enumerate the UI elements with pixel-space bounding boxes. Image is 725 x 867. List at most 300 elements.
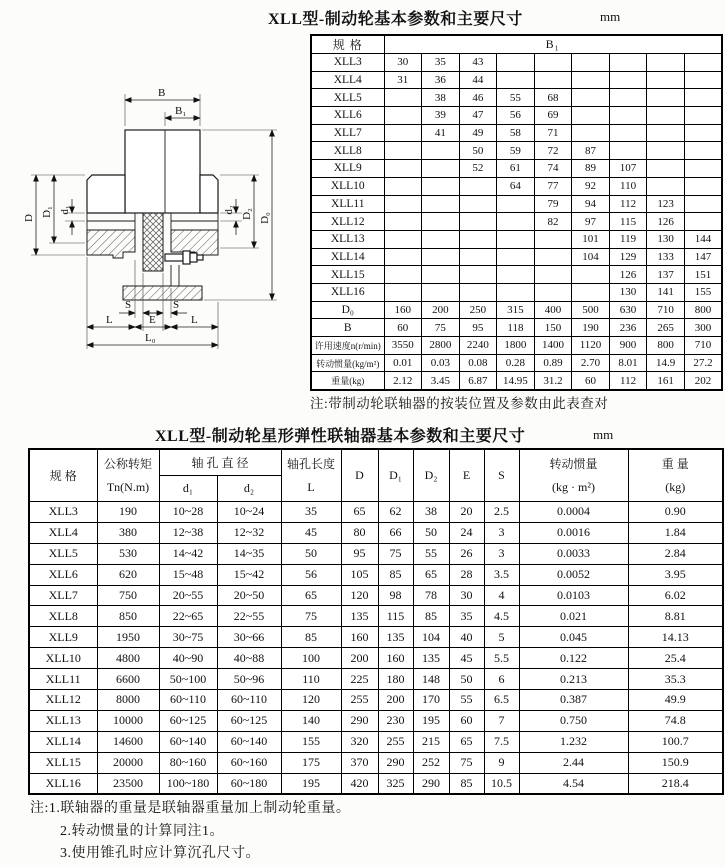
- dim-label-E: E: [149, 314, 156, 326]
- table-cell: 92: [572, 177, 610, 195]
- table-cell: [422, 266, 460, 284]
- table-cell: 620: [97, 564, 159, 585]
- table-cell: 710: [647, 301, 685, 319]
- table-cell: 800: [684, 301, 722, 319]
- table-cell: 4.54: [519, 773, 628, 794]
- table-cell: 59: [497, 142, 535, 160]
- table-cell: XLL11: [311, 195, 384, 213]
- table-cell: 320: [341, 731, 378, 752]
- table2-unit-label: mm: [593, 427, 614, 442]
- table-cell: 161: [647, 372, 685, 390]
- table-cell: 75: [449, 752, 484, 773]
- table-cell: XLL4: [311, 71, 384, 89]
- table-cell: 98: [378, 585, 413, 606]
- table-cell: 71: [534, 124, 572, 142]
- table-cell: XLL16: [29, 773, 97, 794]
- table-cell: [384, 248, 422, 266]
- table-cell: XLL7: [29, 585, 97, 606]
- table-cell: 50: [413, 522, 449, 543]
- table-cell: 250: [459, 301, 497, 319]
- table-cell: 230: [378, 710, 413, 731]
- table-row: [311, 195, 722, 213]
- table-cell: 255: [341, 690, 378, 711]
- table-cell: 255: [378, 731, 413, 752]
- table-cell: 转动惯量(kg/m²): [311, 354, 384, 372]
- table-row: [311, 71, 722, 89]
- table-cell: 35: [449, 606, 484, 627]
- table-cell: [497, 195, 535, 213]
- table-cell: 6600: [97, 669, 159, 690]
- table-cell: 0.03: [422, 354, 460, 372]
- table-cell: 14.9: [647, 354, 685, 372]
- table-cell: [422, 142, 460, 160]
- footnote-2: 2.转动惯量的计算同注1。: [60, 823, 224, 839]
- table-cell: 200: [422, 301, 460, 319]
- coupling-section-drawing: [15, 68, 300, 368]
- table-cell: [422, 160, 460, 178]
- table-cell: 15~42: [217, 564, 281, 585]
- table-cell: XLL14: [29, 731, 97, 752]
- table-cell: 60~110: [159, 690, 217, 711]
- bore-length-header: [281, 449, 341, 502]
- table-cell: 62: [378, 502, 413, 523]
- table-cell: [384, 160, 422, 178]
- d1-column-header: d₁: [159, 476, 217, 502]
- table-cell: 85: [378, 564, 413, 585]
- table-cell: [647, 124, 685, 142]
- weight-header-line2: (kg): [665, 479, 686, 494]
- table-cell: 40: [449, 627, 484, 648]
- table-cell: 104: [572, 248, 610, 266]
- table-cell: [684, 142, 722, 160]
- table-cell: 39: [422, 107, 460, 125]
- table-row: [29, 710, 723, 731]
- table-cell: 1.84: [628, 522, 723, 543]
- table-cell: 65: [341, 502, 378, 523]
- table-cell: 14.95: [497, 372, 535, 390]
- table-cell: 46: [459, 89, 497, 107]
- table-cell: 750: [97, 585, 159, 606]
- table-cell: 68: [534, 89, 572, 107]
- table-cell: [534, 248, 572, 266]
- table-cell: XLL16: [311, 283, 384, 301]
- table-row: [311, 230, 722, 248]
- table-cell: 10~28: [159, 502, 217, 523]
- table-cell: 14~35: [217, 543, 281, 564]
- table-cell: 7.5: [484, 731, 519, 752]
- table-cell: 60~180: [217, 773, 281, 794]
- table-cell: [422, 248, 460, 266]
- table-cell: 175: [281, 752, 341, 773]
- table-cell: 100~180: [159, 773, 217, 794]
- table-cell: 20: [449, 502, 484, 523]
- table-cell: [684, 71, 722, 89]
- footnote-3: 3.使用锥孔时应计算沉孔尺寸。: [60, 846, 260, 861]
- table-cell: 6.5: [484, 690, 519, 711]
- table-cell: [384, 142, 422, 160]
- table-cell: 0.213: [519, 669, 628, 690]
- table-cell: 14~42: [159, 543, 217, 564]
- table-cell: [534, 283, 572, 301]
- table-cell: 50~100: [159, 669, 217, 690]
- dim-label-L0: L₀: [145, 332, 156, 344]
- table-cell: 89: [572, 160, 610, 178]
- table-cell: 190: [97, 502, 159, 523]
- table-cell: 900: [609, 337, 647, 355]
- table-cell: 94: [572, 195, 610, 213]
- dim-label-D0: D₀: [259, 212, 271, 224]
- table-cell: 26: [449, 543, 484, 564]
- table-cell: 许用速度n(r/min): [311, 337, 384, 355]
- table-cell: 130: [609, 283, 647, 301]
- table-cell: [497, 248, 535, 266]
- table-cell: 50: [459, 142, 497, 160]
- table-cell: XLL13: [311, 230, 384, 248]
- table-cell: 56: [497, 107, 535, 125]
- table-cell: [384, 124, 422, 142]
- table-row: [29, 502, 723, 523]
- table-cell: 530: [97, 543, 159, 564]
- table-cell: [422, 230, 460, 248]
- table-cell: 20~50: [217, 585, 281, 606]
- table-cell: 20~55: [159, 585, 217, 606]
- table-cell: 31.2: [534, 372, 572, 390]
- table-cell: 20000: [97, 752, 159, 773]
- D-column-header: D: [341, 449, 378, 502]
- table-cell: 79: [534, 195, 572, 213]
- left-hub: [87, 175, 125, 213]
- table-cell: XLL5: [311, 89, 384, 107]
- table-cell: [684, 124, 722, 142]
- table-cell: [459, 266, 497, 284]
- table-cell: 150.9: [628, 752, 723, 773]
- table-cell: XLL9: [29, 627, 97, 648]
- table-row: [311, 301, 722, 319]
- table-cell: 3: [484, 543, 519, 564]
- table-row: [29, 669, 723, 690]
- table-cell: 12~38: [159, 522, 217, 543]
- table-cell: XLL6: [29, 564, 97, 585]
- table-cell: 225: [341, 669, 378, 690]
- table-cell: 0.021: [519, 606, 628, 627]
- table-cell: XLL11: [29, 669, 97, 690]
- table-cell: 4800: [97, 648, 159, 669]
- table-cell: [647, 177, 685, 195]
- table-cell: [572, 107, 610, 125]
- table-cell: 140: [281, 710, 341, 731]
- table-cell: 64: [497, 177, 535, 195]
- table-cell: 72: [534, 142, 572, 160]
- table-cell: 85: [413, 606, 449, 627]
- table-cell: 10000: [97, 710, 159, 731]
- table-cell: 7: [484, 710, 519, 731]
- table-cell: 300: [684, 319, 722, 337]
- table-cell: 6: [484, 669, 519, 690]
- table-cell: [459, 283, 497, 301]
- table-row: [29, 543, 723, 564]
- table-cell: 50: [449, 669, 484, 690]
- table-cell: 85: [281, 627, 341, 648]
- table-cell: 190: [572, 319, 610, 337]
- table-cell: 1800: [497, 337, 535, 355]
- table-cell: [647, 160, 685, 178]
- table-cell: 22~55: [217, 606, 281, 627]
- table-cell: 2800: [422, 337, 460, 355]
- table-cell: 141: [647, 283, 685, 301]
- table-cell: 2.5: [484, 502, 519, 523]
- table-cell: [422, 213, 460, 231]
- table-cell: 85: [449, 773, 484, 794]
- table1-title: XLL型-制动轮基本参数和主要尺寸: [268, 11, 523, 28]
- table-cell: [534, 54, 572, 72]
- table-cell: 115: [609, 213, 647, 231]
- footnotes: [30, 798, 350, 866]
- table-cell: 0.750: [519, 710, 628, 731]
- table-row: [29, 648, 723, 669]
- E-column-header: E: [449, 449, 484, 502]
- table-cell: 200: [341, 648, 378, 669]
- table-cell: 107: [609, 160, 647, 178]
- spec-column-header: 规 格: [29, 449, 97, 502]
- table-cell: 47: [459, 107, 497, 125]
- table-cell: 61: [497, 160, 535, 178]
- table-cell: 65: [449, 731, 484, 752]
- table-cell: 160: [341, 627, 378, 648]
- table-cell: 0.0004: [519, 502, 628, 523]
- coupling-parameter-table: [28, 448, 724, 795]
- bore-length-header-line1: 轴孔长度: [287, 456, 336, 471]
- table-cell: [459, 177, 497, 195]
- table-cell: 38: [413, 502, 449, 523]
- table-cell: 30~75: [159, 627, 217, 648]
- table-cell: 630: [609, 301, 647, 319]
- table-cell: XLL15: [29, 752, 97, 773]
- table-cell: 30: [449, 585, 484, 606]
- table-cell: 500: [572, 301, 610, 319]
- table-cell: [572, 283, 610, 301]
- table-cell: 10.5: [484, 773, 519, 794]
- table-cell: 41: [422, 124, 460, 142]
- table-cell: 0.387: [519, 690, 628, 711]
- table-cell: [459, 248, 497, 266]
- table-cell: 55: [449, 690, 484, 711]
- table-cell: 1950: [97, 627, 159, 648]
- table-cell: [384, 213, 422, 231]
- table-cell: 380: [97, 522, 159, 543]
- table-cell: [384, 107, 422, 125]
- table-cell: [534, 266, 572, 284]
- table-cell: XLL10: [311, 177, 384, 195]
- table-cell: [684, 89, 722, 107]
- table-cell: 4.5: [484, 606, 519, 627]
- table-cell: 66: [378, 522, 413, 543]
- table-row: [29, 752, 723, 773]
- table-cell: 5: [484, 627, 519, 648]
- inertia-column-header: [519, 449, 628, 502]
- table-cell: [609, 142, 647, 160]
- table-cell: XLL10: [29, 648, 97, 669]
- D1-column-header: D₁: [378, 449, 413, 502]
- table-cell: 218.4: [628, 773, 723, 794]
- table-cell: 10~24: [217, 502, 281, 523]
- table-cell: XLL7: [311, 124, 384, 142]
- table-cell: [497, 213, 535, 231]
- table-cell: 0.0052: [519, 564, 628, 585]
- table-row: [311, 337, 722, 355]
- torque-header-line2: Tn(N.m): [106, 479, 150, 494]
- table-cell: 133: [647, 248, 685, 266]
- table-cell: 2.12: [384, 372, 422, 390]
- b1-column-header: B₁: [384, 35, 722, 54]
- table-cell: 119: [609, 230, 647, 248]
- table-row: [311, 266, 722, 284]
- table-cell: 50: [281, 543, 341, 564]
- table-cell: D₀: [311, 301, 384, 319]
- table-cell: 24: [449, 522, 484, 543]
- table-cell: 重量(kg): [311, 372, 384, 390]
- table-cell: 60~110: [217, 690, 281, 711]
- right-hub-section: [171, 230, 218, 255]
- table-cell: 3.95: [628, 564, 723, 585]
- table-cell: [684, 177, 722, 195]
- table-cell: 0.28: [497, 354, 535, 372]
- table-cell: [459, 213, 497, 231]
- table-cell: 0.89: [534, 354, 572, 372]
- table-cell: [572, 89, 610, 107]
- table-cell: 45: [281, 522, 341, 543]
- table-row: [311, 124, 722, 142]
- table-cell: 82: [534, 213, 572, 231]
- table-cell: 0.0033: [519, 543, 628, 564]
- table-cell: [684, 195, 722, 213]
- weight-column-header: [628, 449, 723, 502]
- table-cell: 135: [378, 627, 413, 648]
- table-cell: XLL8: [29, 606, 97, 627]
- table-cell: [609, 89, 647, 107]
- elastic-element-section: [143, 213, 163, 271]
- table-cell: 120: [341, 585, 378, 606]
- table-cell: B: [311, 319, 384, 337]
- table-cell: 4: [484, 585, 519, 606]
- table-cell: [497, 71, 535, 89]
- dim-label-L-right: L: [191, 314, 198, 326]
- table-row: [29, 564, 723, 585]
- table-header-row: [311, 35, 722, 54]
- table-cell: 115: [378, 606, 413, 627]
- dim-label-B: B: [158, 87, 166, 99]
- table-cell: 87: [572, 142, 610, 160]
- table-cell: 112: [609, 195, 647, 213]
- table-cell: 120: [281, 690, 341, 711]
- table-row: [29, 773, 723, 794]
- table-cell: [497, 266, 535, 284]
- table-cell: [497, 54, 535, 72]
- table-cell: 35.3: [628, 669, 723, 690]
- table-cell: 130: [647, 230, 685, 248]
- table-cell: 155: [281, 731, 341, 752]
- footnote-1: 注:1.联轴器的重量是联轴器重量加上制动轮重量。: [30, 801, 351, 816]
- table-cell: XLL15: [311, 266, 384, 284]
- table-cell: [572, 266, 610, 284]
- table-row: [311, 142, 722, 160]
- table-cell: 215: [413, 731, 449, 752]
- table-row: [311, 177, 722, 195]
- table-cell: 65: [413, 564, 449, 585]
- table-cell: 195: [281, 773, 341, 794]
- table-cell: 135: [341, 606, 378, 627]
- table-cell: 126: [609, 266, 647, 284]
- table-cell: XLL8: [311, 142, 384, 160]
- table-cell: 147: [684, 248, 722, 266]
- table-cell: 58: [497, 124, 535, 142]
- table-cell: 3.5: [484, 564, 519, 585]
- table-cell: 36: [422, 71, 460, 89]
- table-cell: 49: [459, 124, 497, 142]
- dim-label-d1: d₁: [59, 205, 71, 215]
- table-cell: 110: [281, 669, 341, 690]
- table-cell: 0.08: [459, 354, 497, 372]
- table-row: [311, 372, 722, 390]
- table-cell: [609, 107, 647, 125]
- table-cell: 60: [384, 319, 422, 337]
- table-cell: [684, 54, 722, 72]
- table-cell: 126: [647, 213, 685, 231]
- table-cell: XLL3: [311, 54, 384, 72]
- table-cell: [497, 283, 535, 301]
- table-cell: 78: [413, 585, 449, 606]
- table-cell: [647, 71, 685, 89]
- table1-unit-label: mm: [600, 9, 621, 24]
- table-cell: 0.90: [628, 502, 723, 523]
- left-hub-section: [87, 230, 135, 258]
- table-row: [311, 160, 722, 178]
- dim-label-D: D: [23, 214, 35, 222]
- table-row: [29, 522, 723, 543]
- table-cell: XLL9: [311, 160, 384, 178]
- table-cell: 30~66: [217, 627, 281, 648]
- table-cell: [684, 107, 722, 125]
- bore-diameter-header: 轴 孔 直 径: [159, 449, 281, 476]
- table-cell: 8.01: [609, 354, 647, 372]
- table-cell: 31: [384, 71, 422, 89]
- table-cell: 5.5: [484, 648, 519, 669]
- table-row: [29, 690, 723, 711]
- table-cell: [384, 283, 422, 301]
- table-row: [311, 248, 722, 266]
- dim-label-S-right: S: [173, 299, 180, 311]
- table-cell: 55: [497, 89, 535, 107]
- table-cell: 0.122: [519, 648, 628, 669]
- table-cell: 23500: [97, 773, 159, 794]
- table-cell: 77: [534, 177, 572, 195]
- table-cell: 65: [281, 585, 341, 606]
- table-cell: 69: [534, 107, 572, 125]
- table-cell: 100.7: [628, 731, 723, 752]
- table-cell: 100: [281, 648, 341, 669]
- table-cell: 370: [341, 752, 378, 773]
- table-cell: XLL12: [29, 690, 97, 711]
- table-cell: 129: [609, 248, 647, 266]
- table-cell: [534, 71, 572, 89]
- table-cell: 14600: [97, 731, 159, 752]
- table-cell: 180: [378, 669, 413, 690]
- table-cell: 0.045: [519, 627, 628, 648]
- table-cell: 110: [609, 177, 647, 195]
- table-cell: 27.2: [684, 354, 722, 372]
- table-header-row: [29, 449, 723, 476]
- table-cell: XLL4: [29, 522, 97, 543]
- table-cell: 1120: [572, 337, 610, 355]
